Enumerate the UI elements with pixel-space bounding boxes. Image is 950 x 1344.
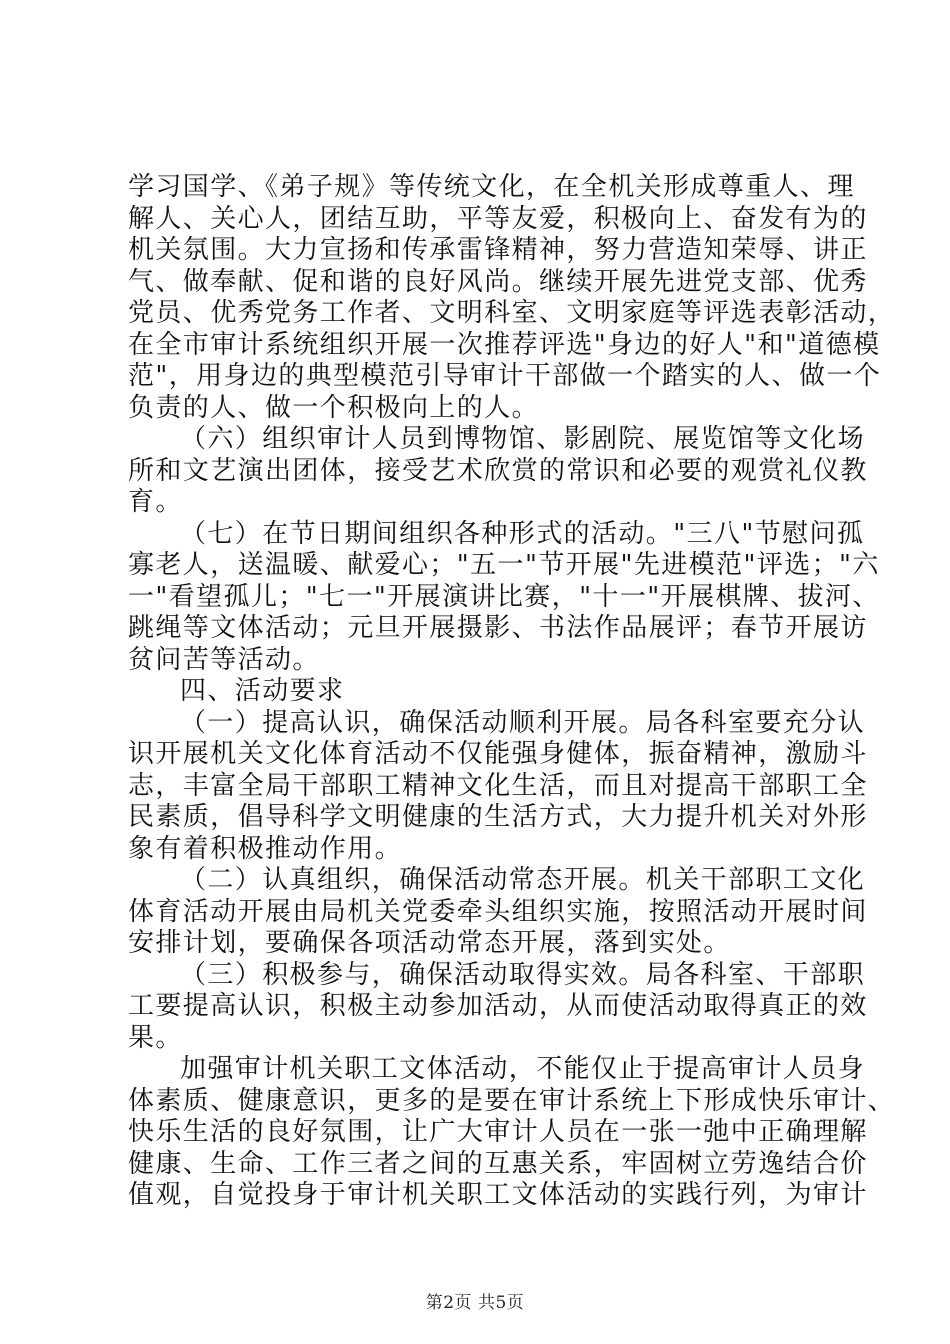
text-line: （二）认真组织，确保活动常态开展。机关干部职工文化: [180, 865, 866, 895]
text-line: 象有着积极推动作用。: [128, 833, 403, 864]
text-line: 贫问苦等活动。: [128, 644, 320, 675]
text-line: 在全市审计系统组织开展一次推荐评选"身边的好人"和"道德模: [128, 329, 881, 360]
text-line: 学习国学、《弟子规》等传统文化，在全机关形成尊重人、理: [128, 172, 855, 202]
text-line: 一"看望孤儿；"七一"开展演讲比赛，"十一"开展棋牌、拔河、: [128, 581, 880, 612]
text-line: 范"，用身边的典型模范引导审计干部做一个踏实的人、做一个: [128, 361, 882, 391]
text-line: （六）组织审计人员到博物馆、影剧院、展览馆等文化场: [180, 424, 866, 454]
text-line: 机关氛围。大力宣扬和传承雷锋精神，努力营造知荣辱、讲正: [128, 235, 868, 265]
text-line: 育。: [128, 487, 183, 517]
text-line: 四、活动要求: [180, 676, 345, 706]
text-line: 工要提高认识，积极主动参加活动，从而使活动取得真正的效: [128, 991, 868, 1021]
text-line: 体素质、健康意识，更多的是要在审计系统上下形成快乐审计、: [128, 1085, 896, 1116]
text-line: 体育活动开展由局机关党委牵头组织实施，按照活动开展时间: [128, 896, 868, 927]
text-line: 志，丰富全局干部职工精神文化生活，而且对提高干部职工全: [128, 770, 868, 801]
text-line: 气、做奉献、促和谐的良好风尚。继续开展先进党支部、优秀: [128, 266, 868, 297]
text-line: 快乐生活的良好氛围，让广大审计人员在一张一弛中正确理解: [128, 1117, 868, 1147]
text-line: 健康、生命、工作三者之间的互惠关系，牢固树立劳逸结合价: [128, 1148, 868, 1179]
page-footer: 第2页 共5页: [425, 1293, 525, 1313]
text-line: （七）在节日期间组织各种形式的活动。"三八"节慰问孤: [180, 518, 865, 549]
text-line: 加强审计机关职工文体活动，不能仅止于提高审计人员身: [180, 1054, 866, 1084]
text-line: 安排计划，要确保各项活动常态开展，落到实处。: [128, 928, 731, 958]
text-line: 跳绳等文体活动；元旦开展摄影、书法作品展评；春节开展访: [128, 613, 868, 643]
text-line: 解人、关心人，团结互助，平等友爱，积极向上、奋发有为的: [128, 203, 868, 234]
text-line: （三）积极参与，确保活动取得实效。局各科室、干部职: [180, 959, 866, 990]
text-line: 果。: [128, 1022, 183, 1053]
text-line: 寡老人，送温暖、献爱心；"五一"节开展"先进模范"评选；"六: [128, 550, 880, 580]
text-line: 民素质，倡导科学文明健康的生活方式，大力提升机关对外形: [128, 802, 868, 832]
text-line: 负责的人、做一个积极向上的人。: [128, 392, 540, 423]
text-line: 值观，自觉投身于审计机关职工文体活动的实践行列，为审计: [128, 1180, 868, 1210]
document-body: [128, 172, 896, 1212]
text-line: 党员、优秀党务工作者、文明科室、文明家庭等评选表彰活动，: [128, 298, 896, 328]
text-line: （一）提高认识，确保活动顺利开展。局各科室要充分认: [180, 707, 866, 738]
text-line: 识开展机关文化体育活动不仅能强身健体，振奋精神，激励斗: [128, 739, 868, 769]
text-line: 所和文艺演出团体，接受艺术欣赏的常识和必要的观赏礼仪教: [128, 455, 868, 486]
